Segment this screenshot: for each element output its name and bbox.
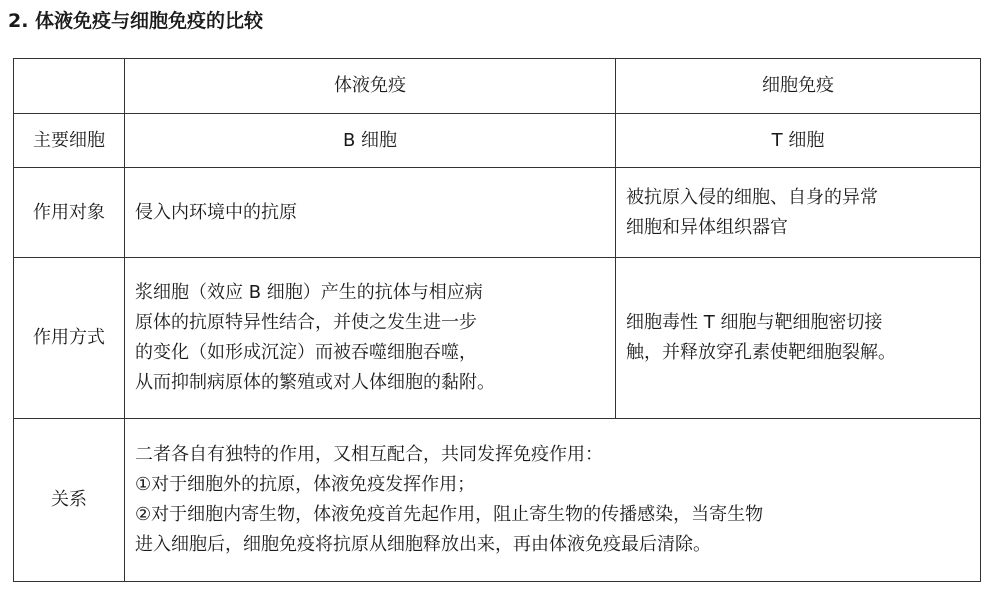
header-corner-cell [14, 59, 125, 114]
cell-text-line: 侵入内环境中的抗原 [135, 201, 297, 223]
cellular-target [616, 168, 981, 258]
cell-text-line: 被抗原入侵的细胞、自身的异常 [626, 186, 878, 208]
humoral-target [125, 168, 616, 258]
relation-text [125, 419, 981, 582]
header-cellular: 细胞免疫 [616, 59, 981, 114]
row-label-mode: 作用方式 [14, 258, 125, 419]
comparison-table [13, 58, 981, 582]
table-row-target [14, 168, 981, 258]
relation-line: ②对于细胞内寄生物，体液免疫首先起作用，阻止寄生物的传播感染，当寄生物 [135, 504, 764, 525]
humoral-mode [125, 258, 616, 419]
cell-text-line: 细胞和异体组织器官 [626, 216, 788, 238]
cell-text-line: 浆细胞（效应 B 细胞）产生的抗体与相应病 [135, 282, 483, 303]
relation-line: ①对于细胞外的抗原，体液免疫发挥作用； [135, 474, 476, 495]
cellular-main-cells [616, 114, 981, 168]
header-humoral: 体液免疫 [125, 59, 616, 114]
header-row [14, 59, 981, 114]
cell-text-line: 细胞毒性 T 细胞与靶细胞密切接 [626, 312, 883, 333]
cell-text-line: 的变化（如形成沉淀）而被吞噬细胞吞噬， [135, 342, 477, 363]
cellular-mode [616, 258, 981, 419]
table-row-relation [14, 419, 981, 582]
cell-text-line: 从而抑制病原体的繁殖或对人体细胞的黏附。 [135, 372, 495, 393]
cell-text-line: T 细胞 [771, 129, 825, 151]
relation-line: 二者各自有独特的作用，又相互配合，共同发挥免疫作用： [135, 444, 603, 465]
table-row-main-cells [14, 114, 981, 168]
table-row-mode [14, 258, 981, 419]
row-label-main-cells: 主要细胞 [14, 114, 125, 168]
cell-text-line: 触，并释放穿孔素使靶细胞裂解。 [626, 342, 896, 363]
section-title: 2. 体液免疫与细胞免疫的比较 [8, 10, 264, 32]
cell-text-line: B 细胞 [342, 129, 398, 151]
humoral-main-cells [125, 114, 616, 168]
cell-text-line: 原体的抗原特异性结合，并使之发生进一步 [135, 312, 477, 333]
relation-line: 进入细胞后，细胞免疫将抗原从细胞释放出来，再由体液免疫最后清除。 [135, 534, 711, 555]
row-label-target: 作用对象 [14, 168, 125, 258]
row-label-relation: 关系 [14, 419, 125, 582]
